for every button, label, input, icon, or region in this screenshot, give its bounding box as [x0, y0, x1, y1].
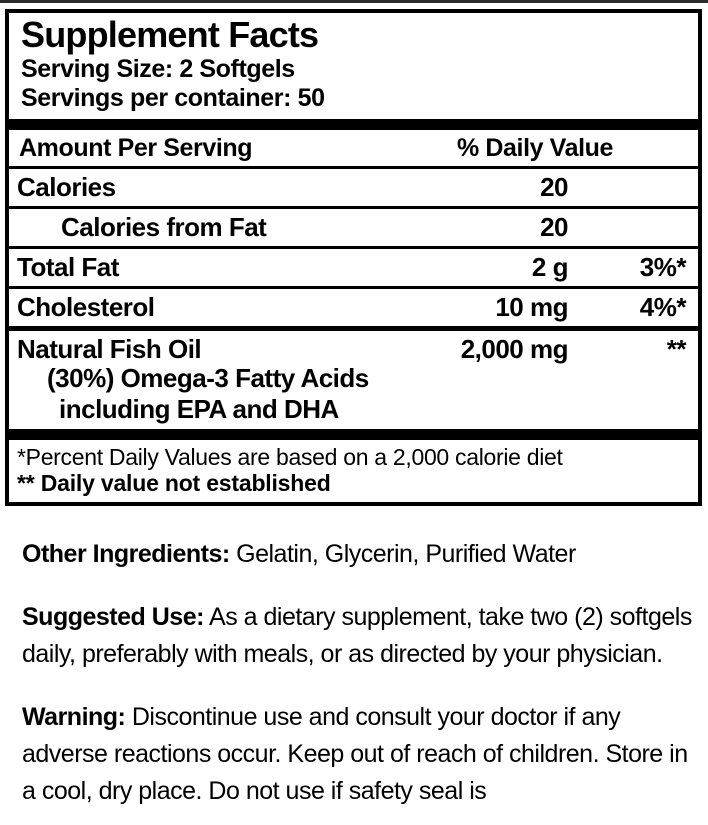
row-amount: 20: [540, 212, 568, 242]
servings-per-container: Servings per container: 50: [21, 84, 325, 112]
section-text: Gelatin, Glycerin, Purified Water: [236, 540, 576, 568]
table-row-cholesterol: [9, 286, 698, 326]
row-daily-value: 4%*: [639, 292, 686, 322]
row-amount: 2,000 mg: [460, 334, 568, 364]
table-row-natural-fish-oil: [9, 326, 698, 429]
row-daily-value: [568, 174, 686, 200]
row-label: Calories from Fat: [61, 212, 267, 242]
row-daily-value: 3%*: [639, 252, 686, 282]
row-amount: 10 mg: [495, 292, 568, 322]
section-text: Discontinue use and consult your doctor if any adverse reactions occur. Keep out of reach of children. Store in a cool, dry place. Do not use if safety seal is: [22, 703, 688, 805]
row-label: Calories: [17, 172, 116, 202]
row-daily-value: [568, 214, 686, 240]
daily-value-header: % Daily Value: [457, 134, 613, 162]
table-row-calories: [9, 166, 698, 206]
other-ingredients-section: [22, 536, 692, 573]
row-label: Cholesterol: [17, 292, 155, 322]
section-label: Other Ingredients:: [22, 540, 230, 568]
footnotes-section: [9, 440, 698, 502]
row-label: Natural Fish Oil: [17, 334, 202, 364]
row-daily-value: **: [666, 334, 686, 364]
panel-title: Supplement Facts: [21, 14, 319, 55]
suggested-use-section: [22, 599, 692, 673]
section-text: As a dietary supplement, take two (2) softgels daily, preferably with meals, or as directed by your physician.: [22, 603, 692, 668]
section-label: Suggested Use:: [22, 603, 204, 631]
supplement-facts-panel: [5, 9, 702, 506]
thick-divider-bar: [9, 429, 698, 440]
thick-divider-bar: [9, 119, 698, 130]
table-row-total-fat: [9, 246, 698, 286]
serving-size: Serving Size: 2 Softgels: [21, 55, 295, 83]
column-header-row: [9, 130, 698, 166]
warning-section: [22, 699, 692, 810]
top-edge-strip: [0, 0, 708, 3]
row-subline-omega3: (30%) Omega-3 Fatty Acids: [47, 363, 369, 393]
row-subline-epa-dha: including EPA and DHA: [59, 394, 339, 424]
footnote-percent-daily-values: *Percent Daily Values are based on a 2,000 calorie diet: [17, 444, 563, 470]
panel-header: [9, 13, 698, 119]
row-amount: 20: [540, 172, 568, 202]
table-row-calories-from-fat: [9, 206, 698, 246]
row-amount: 2 g: [531, 252, 568, 282]
amount-per-serving-header: Amount Per Serving: [19, 134, 253, 162]
row-main-line: [17, 336, 686, 363]
footnote-not-established: ** Daily value not established: [17, 470, 331, 496]
section-label: Warning:: [22, 703, 126, 731]
row-label: Total Fat: [17, 252, 119, 282]
